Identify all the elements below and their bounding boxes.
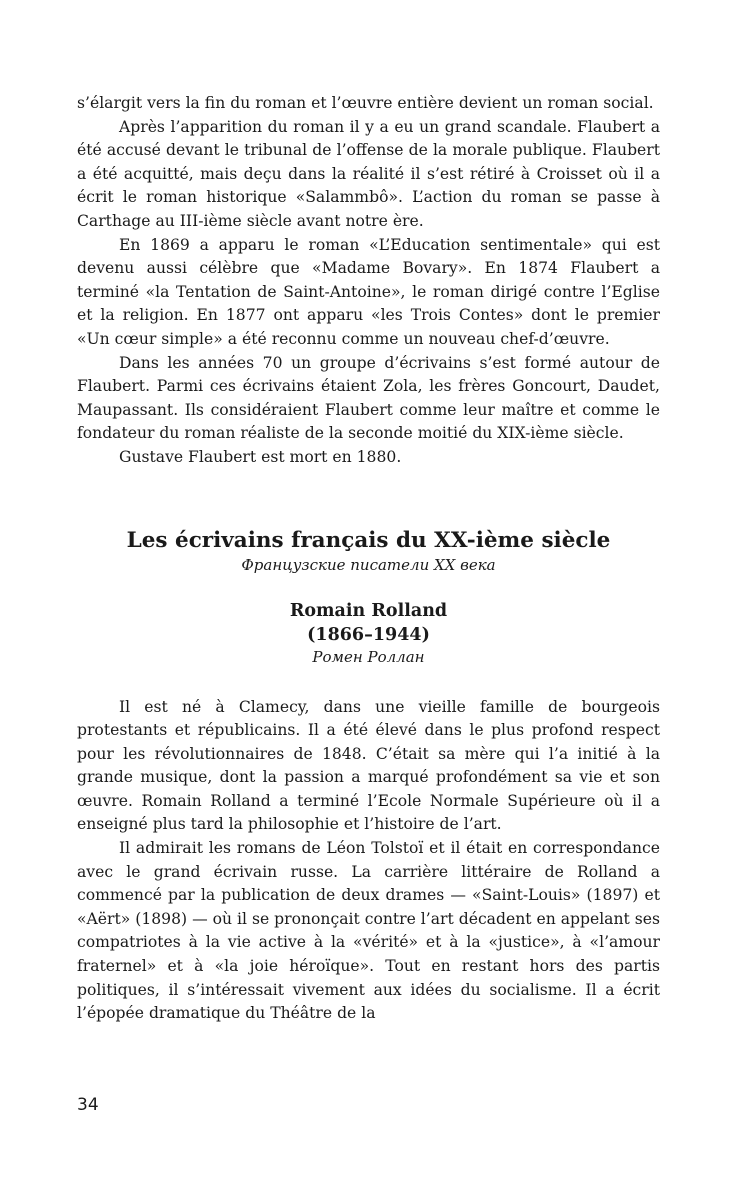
flaubert-continuation (77, 92, 660, 470)
paragraph: s’élargit vers la fin du roman et l’œuvre entière devient un roman social. (77, 94, 654, 112)
paragraph: Dans les années 70 un groupe d’écrivains s’est formé autour de Flaubert. Parmi ces écrivains étaient Zola, les frères Goncourt, Daudet, Maupassant. Ils considéraient Flaubert comme leur maître et comme le fondateur du roman réaliste de la seconde moitié du XIX-ième siècle. (77, 353, 660, 443)
paragraph: Gustave Flaubert est mort en 1880. (119, 447, 402, 466)
book-page (77, 92, 660, 1026)
author-dates: (1866–1944) (307, 624, 430, 645)
page-number: 34 (77, 1095, 99, 1115)
paragraph: En 1869 a apparu le roman «L’Education sentimentale» qui est devenu aussi célèbre que «Madame Bovary». En 1874 Flaubert a terminé «la Tentation de Saint-Antoine», le roman dirigé contre l’Eglise et la religion. En 1877 ont apparu «les Trois Contes» dont le premier «Un cœur simple» a été reconnu comme un nouveau chef-d’œuvre. (77, 235, 660, 348)
paragraph: Il est né à Clamecy, dans une vieille famille de bourgeois protestants et républicains. Il a été élevé dans le plus profond respect pour les révolutionnaires de 1848. C’était sa mère qui l’a initié à la grande musique, dont la passion a marqué profondément sa vie et son œuvre. Romain Rolland a terminé l’Ecole Normale Supérieure où il a enseigné plus tard la philosophie et l’histoire de l’art. (77, 697, 660, 834)
section-title: Les écrivains français du XX-ième siècle (126, 527, 611, 553)
paragraph: Après l’apparition du roman il y a eu un grand scandale. Flaubert a été accusé devant le tribunal de l’offense de la morale publique. Flaubert a été acquitté, mais deçu dans la réalité il s’est rétiré à Croisset où il a écrit le roman historique «Salammbô». L’action du roman se passe à Carthage au III-ième siècle avant notre ère. (77, 117, 660, 230)
section-subtitle-russian: Французские писатели XX века (241, 555, 496, 574)
paragraph: Il admirait les romans de Léon Tolstoï et il était en correspondance avec le grand écrivain russe. La carrière littéraire de Rolland a commencé par la publication de deux drames — «Saint-Louis» (1897) et «Aërt» (1898) — où il se prononçait contre l’art décadent en appelant ses compatriotes à la vie active à la «vérité» et à la «justice», à «l’amour fraternel» et à «la joie héroïque». Tout en restant hors des partis politiques, il s’intéressait vivement aux idées du socialisme. Il a écrit l’épopée dramatique du Théâtre de la (77, 839, 660, 1023)
author-heading: Romain Rolland (289, 600, 448, 621)
rolland-body (77, 696, 660, 1026)
author-name-russian: Ромен Роллан (312, 647, 425, 666)
